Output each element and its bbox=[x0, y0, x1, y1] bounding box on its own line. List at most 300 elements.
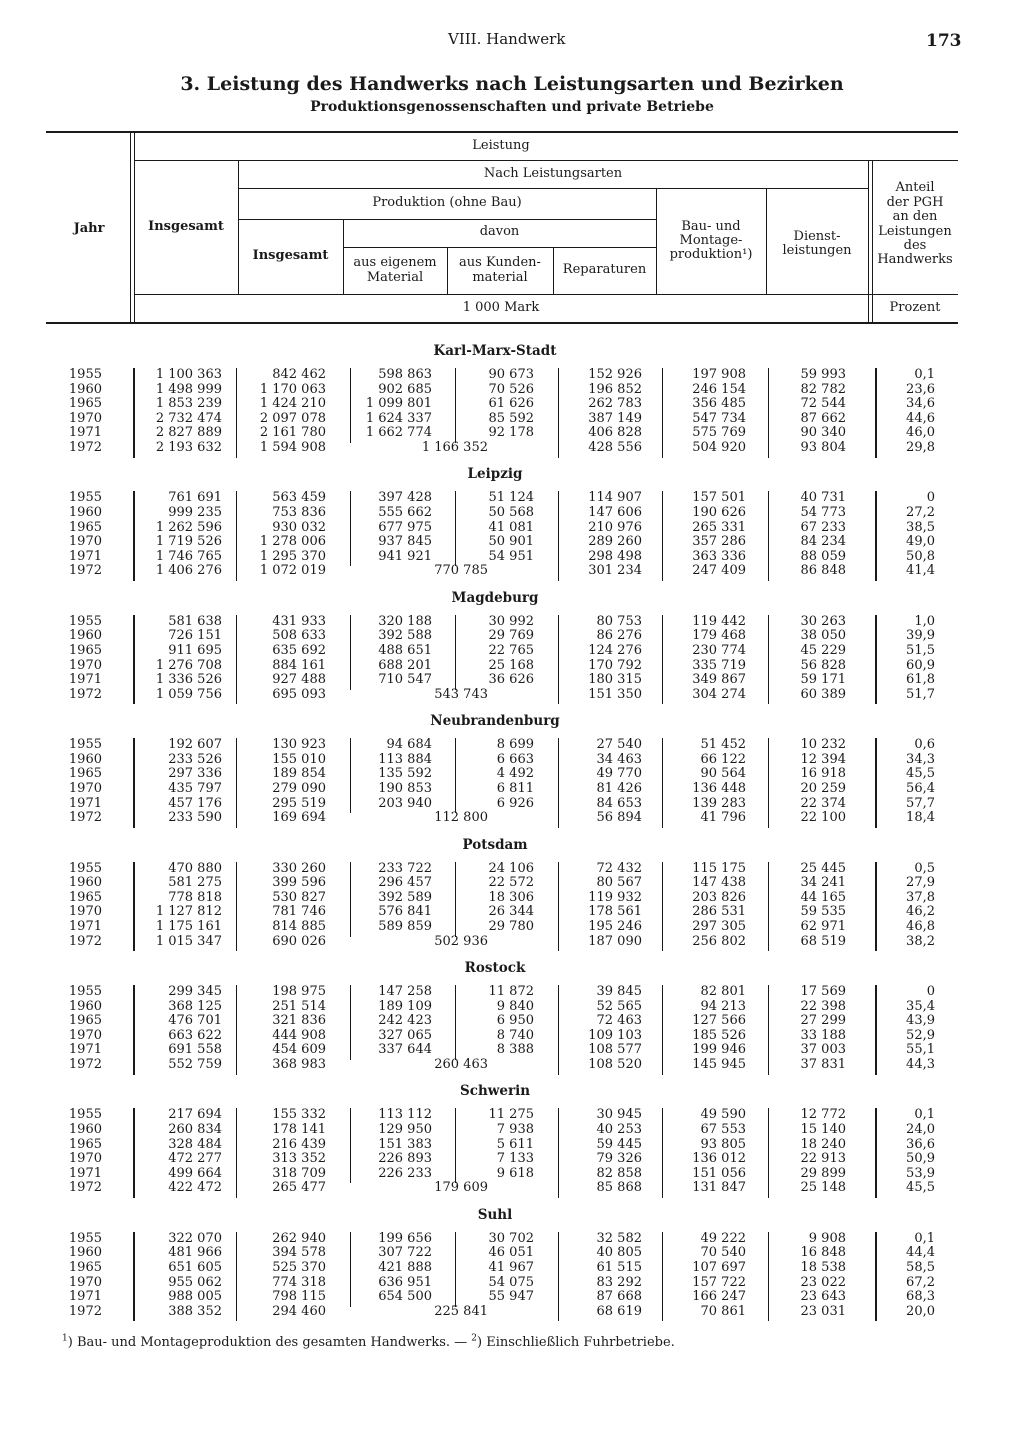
rule-dienst bbox=[875, 491, 877, 581]
cell-produktion-insgesamt: 294 460 bbox=[272, 1303, 326, 1319]
cell-reparaturen: 195 246 bbox=[588, 919, 642, 934]
cell-kundenmaterial: 7 938 bbox=[496, 1122, 534, 1137]
cell-dienstleistungen: 54 773 bbox=[800, 505, 846, 520]
cell-anteil-pgh: 0 bbox=[926, 490, 935, 506]
cell-produktion-insgesamt: 318 709 bbox=[272, 1165, 326, 1181]
cell-dienstleistungen: 33 188 bbox=[800, 1027, 846, 1043]
cell-insgesamt: 1 276 708 bbox=[155, 657, 222, 673]
cell-insgesamt: 581 275 bbox=[168, 875, 222, 891]
rule-insgesamt bbox=[236, 738, 237, 828]
running-head: VIII. Handwerk bbox=[448, 30, 566, 48]
rule-dienst bbox=[875, 368, 877, 458]
cell-davon-combined: 260 463 bbox=[434, 1057, 488, 1072]
cell-insgesamt: 422 472 bbox=[168, 1180, 222, 1196]
cell-insgesamt: 1 015 347 bbox=[155, 933, 222, 949]
cell-insgesamt: 2 193 632 bbox=[155, 440, 222, 455]
cell-davon-combined: 770 785 bbox=[434, 563, 488, 579]
cell-produktion-insgesamt: 690 026 bbox=[272, 933, 326, 949]
cell-bau-montage: 145 945 bbox=[692, 1057, 746, 1072]
cell-bau-montage: 349 867 bbox=[692, 672, 746, 688]
cell-anteil-pgh: 27,2 bbox=[906, 505, 935, 520]
cell-produktion-insgesamt: 2 161 780 bbox=[259, 425, 326, 441]
cell-bau-montage: 136 012 bbox=[692, 1151, 746, 1167]
cell-kundenmaterial: 41 967 bbox=[488, 1260, 534, 1275]
cell-produktion-insgesamt: 2 097 078 bbox=[259, 410, 326, 426]
cell-dienstleistungen: 87 662 bbox=[800, 410, 846, 426]
cell-produktion-insgesamt: 525 370 bbox=[272, 1260, 326, 1275]
cell-kundenmaterial: 50 901 bbox=[488, 534, 534, 550]
cell-eigenes-material: 199 656 bbox=[378, 1230, 432, 1246]
cell-reparaturen: 119 932 bbox=[588, 889, 642, 905]
cell-anteil-pgh: 34,3 bbox=[906, 751, 935, 767]
rule-eigen bbox=[455, 1108, 456, 1183]
cell-eigenes-material: 1 662 774 bbox=[365, 425, 432, 441]
cell-anteil-pgh: 39,9 bbox=[906, 628, 935, 644]
cell-anteil-pgh: 57,7 bbox=[906, 795, 935, 811]
rule-jahr bbox=[133, 862, 135, 952]
header-anteil-3: an den bbox=[892, 209, 938, 224]
section-title: Leipzig bbox=[467, 466, 523, 483]
cell-dienstleistungen: 18 538 bbox=[800, 1260, 846, 1275]
cell-kundenmaterial: 46 051 bbox=[488, 1245, 534, 1261]
header-bau-2: Montage- bbox=[679, 233, 743, 248]
cell-bau-montage: 247 409 bbox=[692, 563, 746, 579]
cell-reparaturen: 52 565 bbox=[596, 998, 642, 1014]
cell-insgesamt: 481 966 bbox=[168, 1245, 222, 1261]
cell-year: 1965 bbox=[68, 1136, 102, 1152]
cell-eigenes-material: 296 457 bbox=[378, 875, 432, 891]
cell-insgesamt: 1 746 765 bbox=[155, 548, 222, 564]
page-number: 173 bbox=[926, 31, 962, 51]
footnotes bbox=[62, 1334, 675, 1350]
cell-bau-montage: 90 564 bbox=[700, 766, 746, 782]
cell-year: 1972 bbox=[68, 686, 102, 702]
header-anteil-2: der PGH bbox=[886, 195, 944, 210]
cell-bau-montage: 356 485 bbox=[692, 396, 746, 412]
rule-kunden bbox=[558, 491, 559, 581]
cell-produktion-insgesamt: 1 072 019 bbox=[259, 563, 326, 579]
cell-dienstleistungen: 25 445 bbox=[800, 860, 846, 876]
cell-reparaturen: 301 234 bbox=[588, 563, 642, 579]
cell-reparaturen: 178 561 bbox=[588, 904, 642, 920]
cell-kundenmaterial: 70 526 bbox=[488, 381, 534, 397]
cell-reparaturen: 84 653 bbox=[596, 795, 642, 811]
cell-insgesamt: 233 526 bbox=[168, 751, 222, 767]
cell-insgesamt: 2 827 889 bbox=[155, 425, 222, 441]
cell-eigenes-material: 598 863 bbox=[378, 367, 432, 382]
cell-bau-montage: 166 247 bbox=[692, 1289, 746, 1305]
cell-kundenmaterial: 8 699 bbox=[496, 737, 534, 753]
cell-anteil-pgh: 44,3 bbox=[906, 1057, 935, 1072]
header-rule-nach bbox=[238, 188, 868, 189]
cell-eigenes-material: 576 841 bbox=[378, 904, 432, 920]
cell-dienstleistungen: 67 233 bbox=[800, 519, 846, 535]
cell-bau-montage: 151 056 bbox=[692, 1165, 746, 1181]
cell-reparaturen: 428 556 bbox=[588, 440, 642, 455]
cell-produktion-insgesamt: 814 885 bbox=[272, 919, 326, 934]
cell-eigenes-material: 937 845 bbox=[378, 534, 432, 550]
cell-reparaturen: 81 426 bbox=[596, 781, 642, 796]
cell-year: 1972 bbox=[68, 563, 102, 579]
rule-dienst bbox=[875, 985, 877, 1075]
cell-eigenes-material: 677 975 bbox=[378, 519, 432, 535]
cell-insgesamt: 322 070 bbox=[168, 1230, 222, 1246]
header-anteil-4: Leistungen bbox=[878, 224, 952, 239]
cell-anteil-pgh: 34,6 bbox=[906, 396, 935, 412]
cell-insgesamt: 368 125 bbox=[168, 998, 222, 1014]
cell-dienstleistungen: 22 374 bbox=[800, 795, 846, 811]
cell-produktion-insgesamt: 842 462 bbox=[272, 367, 326, 382]
header-reparaturen: Reparaturen bbox=[562, 262, 647, 277]
rule-reparaturen bbox=[662, 1232, 663, 1322]
cell-eigenes-material: 233 722 bbox=[378, 860, 432, 876]
cell-eigenes-material: 327 065 bbox=[378, 1027, 432, 1043]
cell-year: 1970 bbox=[68, 534, 102, 550]
rule-reparaturen bbox=[662, 615, 663, 705]
cell-anteil-pgh: 0,1 bbox=[914, 367, 935, 382]
cell-year: 1972 bbox=[68, 1180, 102, 1196]
cell-bau-montage: 179 468 bbox=[692, 628, 746, 644]
cell-reparaturen: 114 907 bbox=[588, 490, 642, 506]
cell-produktion-insgesamt: 368 983 bbox=[272, 1057, 326, 1072]
cell-bau-montage: 115 175 bbox=[692, 860, 746, 876]
cell-year: 1970 bbox=[68, 657, 102, 673]
rule-jahr bbox=[133, 985, 135, 1075]
cell-produktion-insgesamt: 563 459 bbox=[272, 490, 326, 506]
rule-kunden bbox=[558, 615, 559, 705]
header-vrule-dienst bbox=[868, 160, 869, 322]
cell-dienstleistungen: 40 731 bbox=[800, 490, 846, 506]
rule-kunden bbox=[558, 862, 559, 952]
cell-anteil-pgh: 45,5 bbox=[906, 766, 935, 782]
cell-dienstleistungen: 25 148 bbox=[800, 1180, 846, 1196]
rule-insgesamt bbox=[236, 985, 237, 1075]
cell-kundenmaterial: 30 992 bbox=[488, 613, 534, 629]
cell-bau-montage: 203 826 bbox=[692, 889, 746, 905]
cell-kundenmaterial: 9 618 bbox=[496, 1165, 534, 1181]
cell-dienstleistungen: 22 100 bbox=[800, 810, 846, 826]
cell-year: 1970 bbox=[68, 781, 102, 796]
cell-produktion-insgesamt: 927 488 bbox=[272, 672, 326, 688]
cell-eigenes-material: 129 950 bbox=[378, 1122, 432, 1137]
cell-dienstleistungen: 15 140 bbox=[800, 1122, 846, 1137]
cell-kundenmaterial: 8 740 bbox=[496, 1027, 534, 1043]
cell-bau-montage: 131 847 bbox=[692, 1180, 746, 1196]
cell-year: 1965 bbox=[68, 519, 102, 535]
cell-bau-montage: 136 448 bbox=[692, 781, 746, 796]
cell-produktion-insgesamt: 930 032 bbox=[272, 519, 326, 535]
cell-dienstleistungen: 12 394 bbox=[800, 751, 846, 767]
rule-kunden bbox=[558, 1232, 559, 1322]
cell-eigenes-material: 688 201 bbox=[378, 657, 432, 673]
cell-bau-montage: 94 213 bbox=[700, 998, 746, 1014]
header-prod-insgesamt: Insgesamt bbox=[252, 248, 329, 263]
cell-eigenes-material: 320 188 bbox=[378, 613, 432, 629]
cell-anteil-pgh: 23,6 bbox=[906, 381, 935, 397]
cell-dienstleistungen: 93 804 bbox=[800, 440, 846, 455]
cell-reparaturen: 86 276 bbox=[596, 628, 642, 644]
cell-kundenmaterial: 36 626 bbox=[488, 672, 534, 688]
cell-kundenmaterial: 22 572 bbox=[488, 875, 534, 891]
cell-reparaturen: 298 498 bbox=[588, 548, 642, 564]
cell-eigenes-material: 226 893 bbox=[378, 1151, 432, 1167]
header-rule-davon bbox=[343, 247, 656, 248]
cell-dienstleistungen: 16 918 bbox=[800, 766, 846, 782]
cell-insgesamt: 651 605 bbox=[168, 1260, 222, 1275]
cell-produktion-insgesamt: 295 519 bbox=[272, 795, 326, 811]
cell-dienstleistungen: 88 059 bbox=[800, 548, 846, 564]
cell-bau-montage: 357 286 bbox=[692, 534, 746, 550]
cell-year: 1955 bbox=[68, 984, 102, 999]
cell-kundenmaterial: 30 702 bbox=[488, 1230, 534, 1246]
header-rule-leistung bbox=[134, 160, 958, 161]
cell-year: 1971 bbox=[68, 1042, 102, 1058]
cell-eigenes-material: 589 859 bbox=[378, 919, 432, 934]
cell-dienstleistungen: 62 971 bbox=[800, 919, 846, 934]
cell-eigenes-material: 555 662 bbox=[378, 505, 432, 520]
cell-insgesamt: 476 701 bbox=[168, 1013, 222, 1029]
cell-dienstleistungen: 23 022 bbox=[800, 1274, 846, 1290]
rule-kunden bbox=[558, 1108, 559, 1198]
rule-bau bbox=[768, 368, 769, 458]
cell-eigenes-material: 488 651 bbox=[378, 643, 432, 658]
cell-reparaturen: 40 805 bbox=[596, 1245, 642, 1261]
cell-dienstleistungen: 38 050 bbox=[800, 628, 846, 644]
cell-dienstleistungen: 45 229 bbox=[800, 643, 846, 658]
section-title: Rostock bbox=[464, 960, 526, 976]
cell-anteil-pgh: 50,9 bbox=[906, 1151, 935, 1167]
cell-insgesamt: 472 277 bbox=[168, 1151, 222, 1167]
cell-anteil-pgh: 46,2 bbox=[906, 904, 935, 920]
cell-dienstleistungen: 60 389 bbox=[800, 686, 846, 702]
cell-produktion-insgesamt: 1 278 006 bbox=[259, 534, 326, 550]
cell-dienstleistungen: 59 993 bbox=[800, 367, 846, 382]
cell-bau-montage: 147 438 bbox=[692, 875, 746, 891]
cell-eigenes-material: 94 684 bbox=[386, 737, 432, 753]
cell-insgesamt: 999 235 bbox=[168, 505, 222, 520]
cell-bau-montage: 256 802 bbox=[692, 933, 746, 949]
cell-dienstleistungen: 86 848 bbox=[800, 563, 846, 579]
rule-jahr bbox=[133, 615, 135, 705]
cell-produktion-insgesamt: 1 594 908 bbox=[259, 440, 326, 455]
cell-reparaturen: 124 276 bbox=[588, 643, 642, 658]
cell-anteil-pgh: 58,5 bbox=[906, 1260, 935, 1275]
cell-bau-montage: 363 336 bbox=[692, 548, 746, 564]
rule-eigen bbox=[455, 1232, 456, 1307]
cell-year: 1955 bbox=[68, 1230, 102, 1246]
cell-anteil-pgh: 61,8 bbox=[906, 672, 935, 688]
rule-jahr bbox=[133, 368, 135, 458]
cell-dienstleistungen: 59 535 bbox=[800, 904, 846, 920]
cell-eigenes-material: 190 853 bbox=[378, 781, 432, 796]
cell-reparaturen: 34 463 bbox=[596, 751, 642, 767]
cell-year: 1955 bbox=[68, 490, 102, 506]
header-leistung: Leistung bbox=[472, 138, 530, 153]
cell-dienstleistungen: 68 519 bbox=[800, 933, 846, 949]
cell-insgesamt: 911 695 bbox=[168, 643, 222, 658]
cell-eigenes-material: 189 109 bbox=[378, 998, 432, 1014]
cell-anteil-pgh: 0,1 bbox=[914, 1230, 935, 1246]
cell-eigenes-material: 1 099 801 bbox=[365, 396, 432, 412]
cell-year: 1960 bbox=[68, 628, 102, 644]
cell-insgesamt: 552 759 bbox=[168, 1057, 222, 1072]
cell-reparaturen: 83 292 bbox=[596, 1274, 642, 1290]
cell-kundenmaterial: 61 626 bbox=[488, 396, 534, 412]
cell-dienstleistungen: 23 643 bbox=[800, 1289, 846, 1305]
header-anteil-1: Anteil bbox=[895, 180, 935, 195]
cell-reparaturen: 147 606 bbox=[588, 505, 642, 520]
cell-anteil-pgh: 51,5 bbox=[906, 643, 935, 658]
cell-dienstleistungen: 72 544 bbox=[800, 396, 846, 412]
cell-bau-montage: 335 719 bbox=[692, 657, 746, 673]
cell-bau-montage: 66 122 bbox=[700, 751, 746, 767]
cell-bau-montage: 49 222 bbox=[700, 1230, 746, 1246]
section-title: Neubrandenburg bbox=[430, 713, 560, 730]
cell-year: 1960 bbox=[68, 381, 102, 397]
cell-dienstleistungen: 9 908 bbox=[808, 1230, 846, 1246]
cell-year: 1970 bbox=[68, 1027, 102, 1043]
cell-reparaturen: 80 567 bbox=[596, 875, 642, 891]
cell-eigenes-material: 421 888 bbox=[378, 1260, 432, 1275]
cell-anteil-pgh: 56,4 bbox=[906, 781, 935, 796]
rule-jahr bbox=[133, 738, 135, 828]
cell-dienstleistungen: 20 259 bbox=[800, 781, 846, 796]
cell-insgesamt: 988 005 bbox=[168, 1289, 222, 1305]
header-jahr: Jahr bbox=[73, 221, 105, 236]
cell-anteil-pgh: 49,0 bbox=[906, 534, 935, 550]
cell-dienstleistungen: 84 234 bbox=[800, 534, 846, 550]
cell-kundenmaterial: 18 306 bbox=[488, 889, 534, 905]
cell-kundenmaterial: 11 275 bbox=[488, 1107, 534, 1123]
cell-kundenmaterial: 90 673 bbox=[488, 367, 534, 382]
cell-produktion-insgesamt: 155 010 bbox=[272, 751, 326, 767]
cell-dienstleistungen: 17 569 bbox=[800, 984, 846, 999]
rule-insgesamt bbox=[236, 491, 237, 581]
cell-kundenmaterial: 92 178 bbox=[488, 425, 534, 441]
cell-anteil-pgh: 20,0 bbox=[906, 1303, 935, 1319]
section-title: Potsdam bbox=[462, 836, 528, 853]
cell-reparaturen: 59 445 bbox=[596, 1136, 642, 1152]
cell-reparaturen: 85 868 bbox=[596, 1180, 642, 1196]
rule-bau bbox=[768, 738, 769, 828]
cell-eigenes-material: 135 592 bbox=[378, 766, 432, 782]
cell-year: 1970 bbox=[68, 410, 102, 426]
header-vrule-jahr bbox=[130, 133, 131, 322]
table-subtitle: Produktionsgenossenschaften und private Betriebe bbox=[310, 99, 714, 115]
cell-dienstleistungen: 34 241 bbox=[800, 875, 846, 891]
cell-produktion-insgesamt: 508 633 bbox=[272, 628, 326, 644]
cell-eigenes-material: 147 258 bbox=[378, 984, 432, 999]
header-bau-3: produktion¹) bbox=[669, 247, 753, 262]
cell-produktion-insgesamt: 798 115 bbox=[272, 1289, 326, 1305]
cell-year: 1971 bbox=[68, 1165, 102, 1181]
header-eigenem-material-2: Material bbox=[366, 270, 424, 285]
cell-insgesamt: 663 622 bbox=[168, 1027, 222, 1043]
cell-eigenes-material: 941 921 bbox=[378, 548, 432, 564]
cell-insgesamt: 1 100 363 bbox=[155, 367, 222, 382]
header-bau-1: Bau- und bbox=[681, 219, 741, 234]
cell-reparaturen: 210 976 bbox=[588, 519, 642, 535]
cell-produktion-insgesamt: 265 477 bbox=[272, 1180, 326, 1196]
cell-anteil-pgh: 67,2 bbox=[906, 1274, 935, 1290]
cell-eigenes-material: 392 588 bbox=[378, 628, 432, 644]
cell-bau-montage: 286 531 bbox=[692, 904, 746, 920]
cell-produktion-insgesamt: 884 161 bbox=[272, 657, 326, 673]
cell-davon-combined: 1 166 352 bbox=[421, 440, 488, 455]
cell-dienstleistungen: 56 828 bbox=[800, 657, 846, 673]
rule-insgesamt bbox=[236, 1232, 237, 1322]
rule-eigen bbox=[455, 862, 456, 937]
cell-produktion-insgesamt: 781 746 bbox=[272, 904, 326, 920]
cell-produktion-insgesamt: 130 923 bbox=[272, 737, 326, 753]
cell-eigenes-material: 203 940 bbox=[378, 795, 432, 811]
cell-produktion-insgesamt: 198 975 bbox=[272, 984, 326, 999]
cell-kundenmaterial: 6 926 bbox=[496, 795, 534, 811]
header-kundenmaterial-2: material bbox=[472, 270, 528, 285]
header-davon: davon bbox=[479, 224, 520, 239]
cell-produktion-insgesamt: 774 318 bbox=[272, 1274, 326, 1290]
cell-davon-combined: 502 936 bbox=[434, 933, 488, 949]
cell-bau-montage: 185 526 bbox=[692, 1027, 746, 1043]
cell-bau-montage: 139 283 bbox=[692, 795, 746, 811]
cell-produktion-insgesamt: 216 439 bbox=[272, 1136, 326, 1152]
cell-anteil-pgh: 36,6 bbox=[906, 1136, 935, 1152]
cell-produktion-insgesamt: 1 424 210 bbox=[259, 396, 326, 412]
cell-year: 1971 bbox=[68, 672, 102, 688]
cell-bau-montage: 119 442 bbox=[692, 613, 746, 629]
cell-reparaturen: 72 432 bbox=[596, 860, 642, 876]
cell-anteil-pgh: 0,6 bbox=[914, 737, 935, 753]
cell-reparaturen: 82 858 bbox=[596, 1165, 642, 1181]
cell-anteil-pgh: 52,9 bbox=[906, 1027, 935, 1043]
rule-reparaturen bbox=[662, 368, 663, 458]
cell-insgesamt: 955 062 bbox=[168, 1274, 222, 1290]
cell-insgesamt: 435 797 bbox=[168, 781, 222, 796]
rule-reparaturen bbox=[662, 738, 663, 828]
cell-reparaturen: 108 520 bbox=[588, 1057, 642, 1072]
cell-kundenmaterial: 6 663 bbox=[496, 751, 534, 767]
cell-kundenmaterial: 22 765 bbox=[488, 643, 534, 658]
cell-insgesamt: 1 262 596 bbox=[155, 519, 222, 535]
header-anteil-6: Handwerks bbox=[877, 252, 953, 267]
rule-reparaturen bbox=[662, 491, 663, 581]
cell-eigenes-material: 113 112 bbox=[378, 1107, 432, 1123]
cell-eigenes-material: 307 722 bbox=[378, 1245, 432, 1261]
header-unit-mark: 1 000 Mark bbox=[462, 300, 540, 315]
cell-year: 1955 bbox=[68, 1107, 102, 1123]
rule-insgesamt bbox=[236, 1108, 237, 1198]
table-title: 3. Leistung des Handwerks nach Leistungsarten und Bezirken bbox=[180, 73, 844, 95]
cell-insgesamt: 1 336 526 bbox=[155, 672, 222, 688]
cell-year: 1960 bbox=[68, 1122, 102, 1137]
cell-anteil-pgh: 38,2 bbox=[906, 933, 935, 949]
cell-bau-montage: 297 305 bbox=[692, 919, 746, 934]
cell-eigenes-material: 397 428 bbox=[378, 490, 432, 506]
cell-kundenmaterial: 5 611 bbox=[496, 1136, 534, 1152]
cell-produktion-insgesamt: 251 514 bbox=[272, 998, 326, 1014]
cell-year: 1971 bbox=[68, 425, 102, 441]
cell-year: 1971 bbox=[68, 795, 102, 811]
cell-kundenmaterial: 25 168 bbox=[488, 657, 534, 673]
cell-bau-montage: 504 920 bbox=[692, 440, 746, 455]
cell-eigenes-material: 113 884 bbox=[378, 751, 432, 767]
section-title: Magdeburg bbox=[451, 589, 539, 606]
cell-bau-montage: 93 805 bbox=[700, 1136, 746, 1152]
cell-eigenes-material: 226 233 bbox=[378, 1165, 432, 1181]
cell-produktion-insgesamt: 321 836 bbox=[272, 1013, 326, 1029]
cell-anteil-pgh: 68,3 bbox=[906, 1289, 935, 1305]
cell-anteil-pgh: 18,4 bbox=[906, 810, 935, 826]
